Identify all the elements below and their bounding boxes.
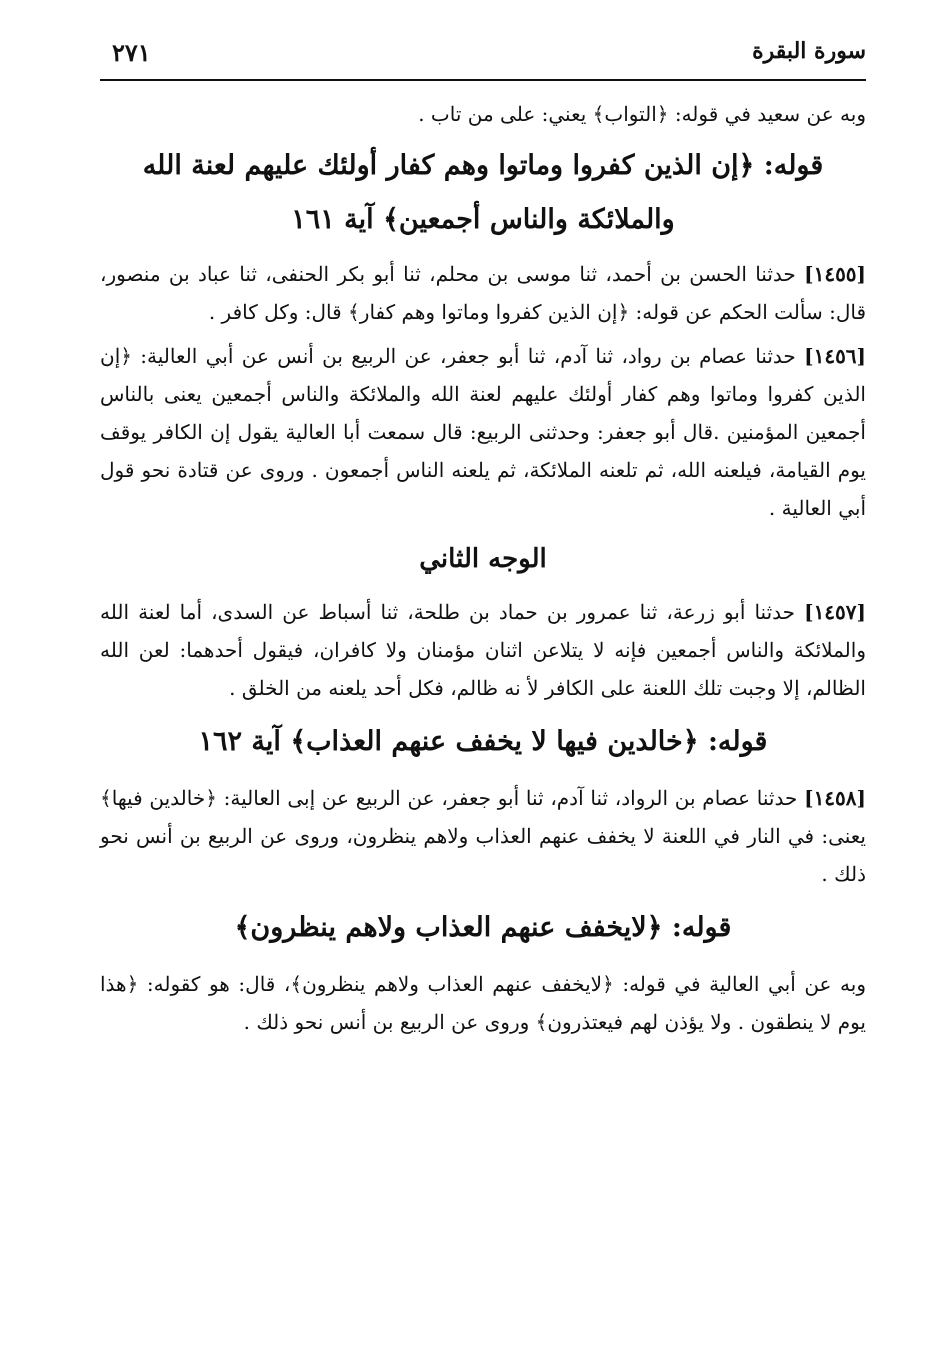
hadith-1456 xyxy=(100,337,866,527)
header-rule xyxy=(100,79,866,81)
page-content xyxy=(100,95,866,1047)
running-head xyxy=(100,38,866,78)
hadith-text: حدثنا أبو زرعة، ثنا عمرور بن حماد بن طلحة، ثنا أسباط عن السدى، أما لعنة الله والملائكة والناس أجمعين فإنه لا يتلاعن اثنان مؤمنان ولا كافران، فيقول أحدهما: لعن الله الظالم، إلا وجبت تلك اللعنة على الكافر لأ نه ظالم، فكل أحد يلعنه من الخلق . xyxy=(100,600,866,700)
section-subheading: الوجه الثاني xyxy=(419,544,547,574)
page-number: ٢٧١ xyxy=(112,38,151,67)
paragraph-final: وبه عن أبي العالية في قوله: ﴿لايخفف عنهم العذاب ولاهم ينظرون﴾، قال: هو كقوله: ﴿هذا يوم لا ينطقون . ولا يؤذن لهم فيعتذرون﴾ وروى عن الربيع بن أنس نحو ذلك . xyxy=(100,972,866,1034)
hadith-text: حدثنا عصام بن الرواد، ثنا آدم، ثنا أبو جعفر، عن الربيع عن إبى العالية: ﴿خالدين فيها﴾ يعنى: في النار في اللعنة لا يخفف عنهم العذاب ولاهم ينظرون، وروى عن الربيع بن أنس نحو ذلك . xyxy=(100,786,866,886)
verse-heading-161: قوله: ﴿إن الذين كفروا وماتوا وهم كفار أولئك عليهم لعنة الله والملائكة والناس أجمعين﴾ آية ١٦١ xyxy=(142,150,824,235)
hadith-number: [١٤٥٨] xyxy=(804,786,866,810)
hadith-1458 xyxy=(100,779,866,893)
verse-heading-no-respite: قوله: ﴿لايخفف عنهم العذاب ولاهم ينظرون﴾ xyxy=(234,912,732,943)
surah-name: سورة البقرة xyxy=(752,38,866,64)
verse-heading-162: قوله: ﴿خالدين فيها لا يخفف عنهم العذاب﴾ آية ١٦٢ xyxy=(198,726,768,757)
hadith-number: [١٤٥٥] xyxy=(804,262,867,286)
hadith-number: [١٤٥٧] xyxy=(804,600,866,624)
hadith-number: [١٤٥٦] xyxy=(804,344,867,368)
paragraph-intro: وبه عن سعيد في قوله: ﴿التواب﴾ يعني: على من تاب . xyxy=(418,102,866,126)
hadith-1455 xyxy=(100,255,866,331)
hadith-1457 xyxy=(100,593,866,707)
hadith-text: حدثنا عصام بن رواد، ثنا آدم، ثنا أبو جعفر، عن الربيع بن أنس عن أبي العالية: ﴿إن الذين كفروا وماتوا وهم كفار أولئك عليهم لعنة الله والملائكة والناس أجمعين يعنى بالناس أجمعين المؤمنين .قال أبو جعفر: وحدثنى الربيع: قال سمعت أبا العالية يقول إن الكافر يوقف يوم القيامة، فيلعنه الله، ثم تلعنه الملائكة، ثم يلعنه الناس أجمعون . وروى عن قتادة نحو قول أبي العالية . xyxy=(100,344,866,520)
hadith-text: حدثنا الحسن بن أحمد، ثنا موسى بن محلم، ثنا أبو بكر الحنفى، ثنا عباد بن منصور، قال: سألت الحكم عن قوله: ﴿إن الذين كفروا وماتوا وهم كفار﴾ قال: وكل كافر . xyxy=(100,262,866,324)
